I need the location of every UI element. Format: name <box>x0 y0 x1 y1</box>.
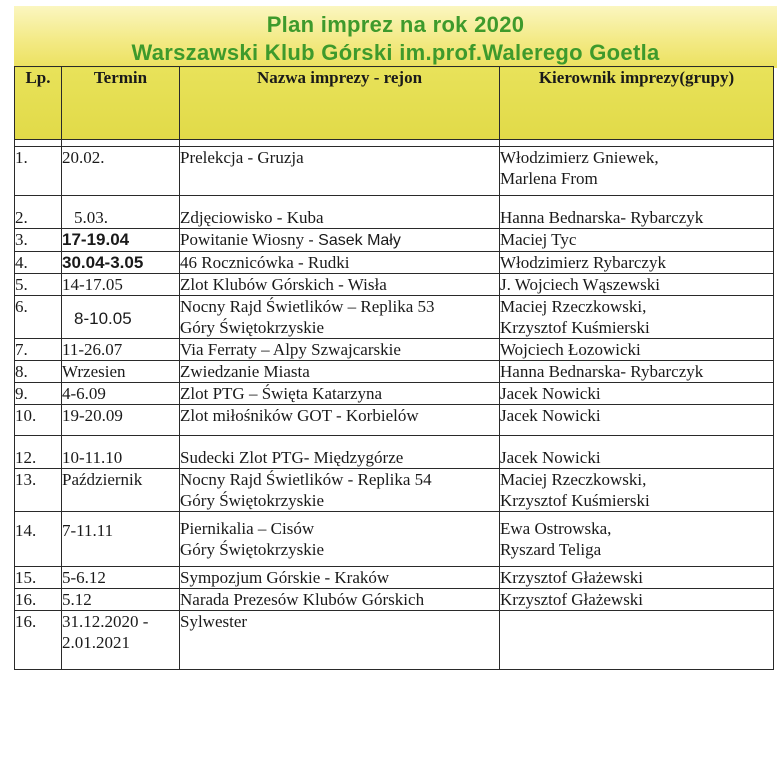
name-line: Nocny Rajd Świetlików - Replika 54 <box>180 470 432 489</box>
cell-leader <box>500 296 774 339</box>
table-row <box>15 252 774 274</box>
leader-line: Ryszard Teliga <box>500 540 602 559</box>
col-header-nazwa: Nazwa imprezy - rejon <box>180 67 500 140</box>
table-row <box>15 611 774 670</box>
cell-leader: Jacek Nowicki <box>500 383 774 405</box>
col-header-kierownik: Kierownik imprezy(grupy) <box>500 67 774 140</box>
cell-term: 17-19.04 <box>62 229 180 252</box>
cell-term: 14-17.05 <box>62 274 180 296</box>
leader-line: Maciej Rzeczkowski, <box>500 470 647 489</box>
cell-name: Zlot Klubów Górskich - Wisła <box>180 274 500 296</box>
cell-lp: 16. <box>15 589 62 611</box>
cell-leader: Krzysztof Głażewski <box>500 589 774 611</box>
cell-lp: 5. <box>15 274 62 296</box>
cell-term: 4-6.09 <box>62 383 180 405</box>
cell-name <box>180 229 500 252</box>
cell-term: 5.12 <box>62 589 180 611</box>
cell-name: 46 Rocznicówka - Rudki <box>180 252 500 274</box>
cell-name <box>180 469 500 512</box>
cell-leader: Jacek Nowicki <box>500 405 774 436</box>
table-row <box>15 147 774 196</box>
table-row <box>15 196 774 229</box>
leader-line: Krzysztof Kuśmierski <box>500 318 650 337</box>
cell-lp: 4. <box>15 252 62 274</box>
title-banner <box>14 6 777 68</box>
cell-lp: 16. <box>15 611 62 670</box>
table-row <box>15 274 774 296</box>
cell-leader <box>500 147 774 196</box>
cell-leader: Włodzimierz Rybarczyk <box>500 252 774 274</box>
cell-name: Zlot PTG – Święta Katarzyna <box>180 383 500 405</box>
cell-term: 30.04-3.05 <box>62 252 180 274</box>
cell-term: 5.03. <box>62 196 180 229</box>
cell-name: Sympozjum Górskie - Kraków <box>180 567 500 589</box>
cell-leader: Wojciech Łozowicki <box>500 339 774 361</box>
header-spacer-row <box>15 140 774 147</box>
leader-line: Ewa Ostrowska, <box>500 519 612 538</box>
table-row <box>15 405 774 436</box>
cell-lp: 6. <box>15 296 62 339</box>
name-line: Góry Świętokrzyskie <box>180 491 325 510</box>
table-row <box>15 229 774 252</box>
name-line: Nocny Rajd Świetlików – Replika 53 <box>180 297 435 316</box>
col-header-termin: Termin <box>62 67 180 140</box>
cell-lp: 12. <box>15 436 62 469</box>
cell-name <box>180 512 500 567</box>
table-row <box>15 436 774 469</box>
cell-name: Prelekcja - Gruzja <box>180 147 500 196</box>
leader-line: Marlena From <box>500 169 598 188</box>
col-header-lp: Lp. <box>15 67 62 140</box>
cell-lp: 15. <box>15 567 62 589</box>
cell-name <box>180 296 500 339</box>
document-title: Plan imprez na rok 2020 <box>266 12 525 37</box>
table-row <box>15 469 774 512</box>
cell-lp: 9. <box>15 383 62 405</box>
table-header-row <box>15 67 774 140</box>
cell-lp: 10. <box>15 405 62 436</box>
cell-leader <box>500 611 774 670</box>
cell-name: Zlot miłośników GOT - Korbielów <box>180 405 500 436</box>
leader-line: Maciej Rzeczkowski, <box>500 297 647 316</box>
cell-leader: Hanna Bednarska- Rybarczyk <box>500 361 774 383</box>
cell-term: 8-10.05 <box>62 296 180 339</box>
cell-lp: 13. <box>15 469 62 512</box>
cell-leader: Hanna Bednarska- Rybarczyk <box>500 196 774 229</box>
cell-leader: Krzysztof Głażewski <box>500 567 774 589</box>
cell-term: 19-20.09 <box>62 405 180 436</box>
cell-term: 7-11.11 <box>62 512 180 567</box>
name-line: Piernikalia – Cisów <box>180 519 315 538</box>
club-name: Warszawski Klub Górski im.prof.Walerego Goetla <box>131 40 660 65</box>
table-row <box>15 361 774 383</box>
term-line: 31.12.2020 - <box>62 612 149 631</box>
cell-lp: 7. <box>15 339 62 361</box>
leader-line: Włodzimierz Gniewek, <box>500 148 659 167</box>
cell-name: Sylwester <box>180 611 500 670</box>
cell-name: Zwiedzanie Miasta <box>180 361 500 383</box>
cell-name: Sudecki Zlot PTG- Międzygórze <box>180 436 500 469</box>
cell-name: Via Ferraty – Alpy Szwajcarskie <box>180 339 500 361</box>
table-row <box>15 567 774 589</box>
name-line: Góry Świętokrzyskie <box>180 540 325 559</box>
table-row <box>15 512 774 567</box>
table-row <box>15 589 774 611</box>
cell-name: Narada Prezesów Klubów Górskich <box>180 589 500 611</box>
table-row <box>15 339 774 361</box>
cell-lp: 14. <box>15 512 62 567</box>
name-part: Powitanie Wiosny <box>180 230 309 249</box>
cell-name: Zdjęciowisko - Kuba <box>180 196 500 229</box>
cell-lp: 8. <box>15 361 62 383</box>
cell-leader <box>500 469 774 512</box>
table-row <box>15 296 774 339</box>
cell-leader: Maciej Tyc <box>500 229 774 252</box>
cell-term <box>62 611 180 670</box>
cell-term: 10-11.10 <box>62 436 180 469</box>
name-part: - Sasek Mały <box>308 232 401 249</box>
cell-lp: 2. <box>15 196 62 229</box>
table-row <box>15 383 774 405</box>
cell-term: Październik <box>62 469 180 512</box>
events-table <box>14 66 774 670</box>
cell-lp: 3. <box>15 229 62 252</box>
cell-leader: J. Wojciech Wąszewski <box>500 274 774 296</box>
cell-term: Wrzesien <box>62 361 180 383</box>
cell-lp: 1. <box>15 147 62 196</box>
cell-term: 5-6.12 <box>62 567 180 589</box>
cell-leader: Jacek Nowicki <box>500 436 774 469</box>
name-line: Góry Świętokrzyskie <box>180 318 325 337</box>
cell-leader <box>500 512 774 567</box>
cell-term: 11-26.07 <box>62 339 180 361</box>
term-line: 2.01.2021 <box>62 633 130 652</box>
cell-term: 20.02. <box>62 147 180 196</box>
leader-line: Krzysztof Kuśmierski <box>500 491 650 510</box>
